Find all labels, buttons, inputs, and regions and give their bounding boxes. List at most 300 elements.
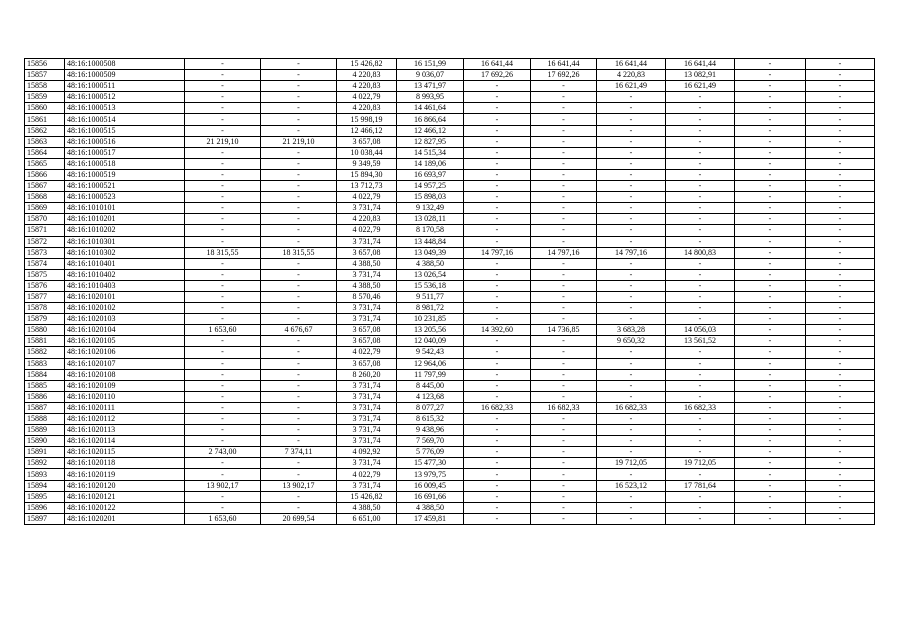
- table-row: [25, 314, 875, 325]
- cell-v8: -: [666, 491, 735, 502]
- cell-v7: -: [597, 358, 666, 369]
- table-row: [25, 369, 875, 380]
- cell-v8: -: [666, 291, 735, 302]
- cell-v4: 5 776,09: [397, 447, 464, 458]
- cell-row-no: 15857: [25, 70, 65, 81]
- data-table: [24, 58, 875, 525]
- cell-v3: 15 426,82: [337, 59, 397, 70]
- cell-v9: -: [735, 59, 806, 70]
- cell-v9: -: [735, 347, 806, 358]
- cell-v5: -: [464, 303, 531, 314]
- cell-v5: -: [464, 502, 531, 513]
- cell-v3: 4 388,50: [337, 502, 397, 513]
- cell-cadastral-number: 48:16:1010301: [65, 236, 185, 247]
- cell-v9: -: [735, 336, 806, 347]
- cell-v10: -: [806, 414, 875, 425]
- cell-v5: -: [464, 81, 531, 92]
- table-row: [25, 280, 875, 291]
- cell-cadastral-number: 48:16:1020114: [65, 436, 185, 447]
- cell-v5: -: [464, 269, 531, 280]
- cell-v6: -: [531, 369, 597, 380]
- cell-v8: -: [666, 391, 735, 402]
- cell-v4: 8 445,00: [397, 380, 464, 391]
- cell-v9: -: [735, 369, 806, 380]
- cell-v8: 16 682,33: [666, 402, 735, 413]
- cell-v10: -: [806, 236, 875, 247]
- cell-v9: -: [735, 225, 806, 236]
- cell-v10: -: [806, 125, 875, 136]
- cell-v8: 16 621,49: [666, 81, 735, 92]
- cell-row-no: 15870: [25, 214, 65, 225]
- cell-v5: 16 682,33: [464, 402, 531, 413]
- cell-v1: -: [185, 391, 261, 402]
- cell-v2: -: [261, 491, 337, 502]
- table-row: [25, 103, 875, 114]
- cell-cadastral-number: 48:16:1010202: [65, 225, 185, 236]
- table-row: [25, 125, 875, 136]
- cell-v9: -: [735, 436, 806, 447]
- cell-cadastral-number: 48:16:1010401: [65, 258, 185, 269]
- table-row: [25, 469, 875, 480]
- cell-v10: -: [806, 380, 875, 391]
- cell-row-no: 15889: [25, 425, 65, 436]
- cell-v5: -: [464, 214, 531, 225]
- cell-v10: -: [806, 92, 875, 103]
- cell-v7: -: [597, 491, 666, 502]
- cell-v8: 19 712,05: [666, 458, 735, 469]
- table-row: [25, 402, 875, 413]
- cell-v3: 3 731,74: [337, 402, 397, 413]
- cell-v3: 4 022,79: [337, 92, 397, 103]
- cell-v10: -: [806, 225, 875, 236]
- cell-v8: -: [666, 303, 735, 314]
- cell-v5: -: [464, 181, 531, 192]
- cell-cadastral-number: 48:16:1000517: [65, 147, 185, 158]
- cell-v6: -: [531, 236, 597, 247]
- cell-v6: -: [531, 447, 597, 458]
- cell-v1: -: [185, 103, 261, 114]
- cell-v2: -: [261, 303, 337, 314]
- cell-v3: 3 657,08: [337, 358, 397, 369]
- cell-v7: 16 682,33: [597, 402, 666, 413]
- cell-v5: -: [464, 347, 531, 358]
- cell-v2: -: [261, 203, 337, 214]
- cell-v7: -: [597, 425, 666, 436]
- cell-v2: -: [261, 103, 337, 114]
- cell-v6: -: [531, 502, 597, 513]
- cell-v6: -: [531, 291, 597, 302]
- cell-v4: 16 866,64: [397, 114, 464, 125]
- cell-cadastral-number: 48:16:1020109: [65, 380, 185, 391]
- table-row: [25, 258, 875, 269]
- cell-v6: -: [531, 192, 597, 203]
- cell-v1: -: [185, 469, 261, 480]
- cell-row-no: 15883: [25, 358, 65, 369]
- cell-row-no: 15867: [25, 181, 65, 192]
- cell-v4: 8 615,32: [397, 414, 464, 425]
- cell-v3: 3 731,74: [337, 391, 397, 402]
- cell-row-no: 15859: [25, 92, 65, 103]
- cell-v2: 13 902,17: [261, 480, 337, 491]
- cell-v1: -: [185, 59, 261, 70]
- cell-v9: -: [735, 70, 806, 81]
- cell-v7: -: [597, 258, 666, 269]
- cell-v2: -: [261, 125, 337, 136]
- cell-v4: 8 077,27: [397, 402, 464, 413]
- cell-v10: -: [806, 214, 875, 225]
- cell-v9: -: [735, 402, 806, 413]
- table-row: [25, 491, 875, 502]
- cell-v5: 17 692,26: [464, 70, 531, 81]
- cell-v1: -: [185, 92, 261, 103]
- cell-row-no: 15871: [25, 225, 65, 236]
- cell-v5: -: [464, 491, 531, 502]
- cell-v7: -: [597, 280, 666, 291]
- cell-v10: -: [806, 192, 875, 203]
- cell-v7: -: [597, 369, 666, 380]
- cell-v1: -: [185, 147, 261, 158]
- cell-v5: -: [464, 380, 531, 391]
- cell-v1: -: [185, 336, 261, 347]
- cell-v5: -: [464, 192, 531, 203]
- cell-cadastral-number: 48:16:1010302: [65, 247, 185, 258]
- cell-v10: -: [806, 136, 875, 147]
- cell-v7: -: [597, 169, 666, 180]
- cell-v3: 3 731,74: [337, 380, 397, 391]
- cell-cadastral-number: 48:16:1020122: [65, 502, 185, 513]
- cell-v2: -: [261, 214, 337, 225]
- cell-v10: -: [806, 358, 875, 369]
- cell-v3: 3 657,08: [337, 247, 397, 258]
- cell-row-no: 15877: [25, 291, 65, 302]
- cell-row-no: 15876: [25, 280, 65, 291]
- cell-v2: -: [261, 380, 337, 391]
- cell-row-no: 15891: [25, 447, 65, 458]
- cell-v8: -: [666, 192, 735, 203]
- cell-v4: 16 009,45: [397, 480, 464, 491]
- cell-v6: -: [531, 380, 597, 391]
- cell-v4: 15 536,18: [397, 280, 464, 291]
- cell-v3: 3 731,74: [337, 203, 397, 214]
- cell-v10: -: [806, 203, 875, 214]
- cell-v4: 13 979,75: [397, 469, 464, 480]
- table-row: [25, 414, 875, 425]
- cell-v9: -: [735, 214, 806, 225]
- cell-v4: 4 388,50: [397, 502, 464, 513]
- cell-v4: 12 040,09: [397, 336, 464, 347]
- cell-v5: -: [464, 114, 531, 125]
- cell-v1: -: [185, 114, 261, 125]
- cell-v6: -: [531, 214, 597, 225]
- cell-row-no: 15897: [25, 513, 65, 524]
- cell-v5: -: [464, 369, 531, 380]
- cell-v2: -: [261, 469, 337, 480]
- cell-v4: 9 438,96: [397, 425, 464, 436]
- cell-v4: 13 028,11: [397, 214, 464, 225]
- cell-cadastral-number: 48:16:1010402: [65, 269, 185, 280]
- cell-v4: 12 827,95: [397, 136, 464, 147]
- cell-v2: -: [261, 114, 337, 125]
- cell-v2: -: [261, 458, 337, 469]
- cell-v7: -: [597, 269, 666, 280]
- cell-cadastral-number: 48:16:1020103: [65, 314, 185, 325]
- cell-v10: -: [806, 303, 875, 314]
- cell-v9: -: [735, 425, 806, 436]
- cell-v5: -: [464, 158, 531, 169]
- cell-v2: -: [261, 291, 337, 302]
- cell-v2: -: [261, 81, 337, 92]
- cell-v1: -: [185, 369, 261, 380]
- cell-v4: 13 049,39: [397, 247, 464, 258]
- cell-v9: -: [735, 480, 806, 491]
- cell-v3: 8 260,20: [337, 369, 397, 380]
- cell-v6: -: [531, 258, 597, 269]
- table-row: [25, 358, 875, 369]
- cell-v4: 9 542,43: [397, 347, 464, 358]
- cell-v5: -: [464, 225, 531, 236]
- cell-v9: -: [735, 114, 806, 125]
- cell-v1: 1 653,60: [185, 513, 261, 524]
- cell-v5: -: [464, 469, 531, 480]
- cell-v7: -: [597, 513, 666, 524]
- cell-v10: -: [806, 391, 875, 402]
- cell-v8: 14 056,03: [666, 325, 735, 336]
- cell-v8: -: [666, 147, 735, 158]
- cell-cadastral-number: 48:16:1000509: [65, 70, 185, 81]
- cell-v8: 17 781,64: [666, 480, 735, 491]
- table-row: [25, 81, 875, 92]
- cell-row-no: 15890: [25, 436, 65, 447]
- cell-v7: -: [597, 314, 666, 325]
- cell-v4: 4 388,50: [397, 258, 464, 269]
- cell-v10: -: [806, 269, 875, 280]
- cell-cadastral-number: 48:16:1000514: [65, 114, 185, 125]
- cell-v8: 14 800,83: [666, 247, 735, 258]
- cell-v7: -: [597, 214, 666, 225]
- cell-v3: 9 349,59: [337, 158, 397, 169]
- cell-v3: 6 651,00: [337, 513, 397, 524]
- cell-v8: -: [666, 447, 735, 458]
- cell-v10: -: [806, 502, 875, 513]
- cell-row-no: 15866: [25, 169, 65, 180]
- cell-v2: 21 219,10: [261, 136, 337, 147]
- cell-v7: -: [597, 114, 666, 125]
- cell-v9: -: [735, 458, 806, 469]
- cell-v1: -: [185, 347, 261, 358]
- cell-v10: -: [806, 147, 875, 158]
- cell-v3: 3 657,08: [337, 336, 397, 347]
- cell-v6: -: [531, 436, 597, 447]
- cell-row-no: 15863: [25, 136, 65, 147]
- cell-v2: -: [261, 414, 337, 425]
- table-row: [25, 336, 875, 347]
- cell-v10: -: [806, 181, 875, 192]
- cell-v1: -: [185, 402, 261, 413]
- cell-row-no: 15896: [25, 502, 65, 513]
- cell-v7: -: [597, 103, 666, 114]
- cell-v9: -: [735, 513, 806, 524]
- cell-cadastral-number: 48:16:1010101: [65, 203, 185, 214]
- table-row: [25, 136, 875, 147]
- cell-v10: -: [806, 447, 875, 458]
- cell-v4: 13 448,84: [397, 236, 464, 247]
- cell-v2: -: [261, 280, 337, 291]
- cell-v9: -: [735, 92, 806, 103]
- cell-v6: -: [531, 469, 597, 480]
- cell-v1: 18 315,55: [185, 247, 261, 258]
- cell-row-no: 15881: [25, 336, 65, 347]
- cell-v3: 4 022,79: [337, 225, 397, 236]
- cell-v3: 4 220,83: [337, 103, 397, 114]
- cell-v8: -: [666, 225, 735, 236]
- cell-v9: -: [735, 158, 806, 169]
- cell-v9: -: [735, 269, 806, 280]
- cell-v9: -: [735, 314, 806, 325]
- cell-v4: 8 170,58: [397, 225, 464, 236]
- cell-v7: -: [597, 436, 666, 447]
- cell-v9: -: [735, 147, 806, 158]
- cell-v6: -: [531, 136, 597, 147]
- cell-row-no: 15880: [25, 325, 65, 336]
- cell-v9: -: [735, 169, 806, 180]
- table-row: [25, 158, 875, 169]
- cell-v4: 13 026,54: [397, 269, 464, 280]
- cell-v4: 16 151,99: [397, 59, 464, 70]
- cell-v10: -: [806, 369, 875, 380]
- cell-v6: -: [531, 169, 597, 180]
- cell-v5: 14 797,16: [464, 247, 531, 258]
- cell-cadastral-number: 48:16:1020108: [65, 369, 185, 380]
- cell-v7: -: [597, 147, 666, 158]
- cell-v9: -: [735, 81, 806, 92]
- cell-v5: -: [464, 391, 531, 402]
- cell-v7: -: [597, 136, 666, 147]
- cell-v3: 4 022,79: [337, 192, 397, 203]
- cell-cadastral-number: 48:16:1000511: [65, 81, 185, 92]
- cell-v9: -: [735, 258, 806, 269]
- cell-v3: 4 388,50: [337, 280, 397, 291]
- cell-v8: -: [666, 258, 735, 269]
- cell-v3: 3 731,74: [337, 436, 397, 447]
- cell-row-no: 15860: [25, 103, 65, 114]
- cell-v2: -: [261, 92, 337, 103]
- cell-v1: -: [185, 258, 261, 269]
- cell-v6: -: [531, 103, 597, 114]
- cell-v3: 3 657,08: [337, 136, 397, 147]
- cell-cadastral-number: 48:16:1000513: [65, 103, 185, 114]
- cell-v1: -: [185, 280, 261, 291]
- cell-cadastral-number: 48:16:1010201: [65, 214, 185, 225]
- cell-cadastral-number: 48:16:1000516: [65, 136, 185, 147]
- cell-cadastral-number: 48:16:1020113: [65, 425, 185, 436]
- cell-v7: -: [597, 447, 666, 458]
- cell-row-no: 15888: [25, 414, 65, 425]
- cell-v2: -: [261, 347, 337, 358]
- cell-v10: -: [806, 480, 875, 491]
- cell-v10: -: [806, 158, 875, 169]
- cell-v3: 15 894,30: [337, 169, 397, 180]
- cell-v1: -: [185, 169, 261, 180]
- cell-v3: 4 220,83: [337, 214, 397, 225]
- cell-row-no: 15893: [25, 469, 65, 480]
- cell-row-no: 15885: [25, 380, 65, 391]
- table-row: [25, 203, 875, 214]
- cell-v9: -: [735, 491, 806, 502]
- cell-v7: 19 712,05: [597, 458, 666, 469]
- cell-v4: 15 898,03: [397, 192, 464, 203]
- cell-v4: 16 691,66: [397, 491, 464, 502]
- cell-v5: -: [464, 513, 531, 524]
- cell-v8: -: [666, 236, 735, 247]
- cell-v7: -: [597, 92, 666, 103]
- cell-row-no: 15862: [25, 125, 65, 136]
- cell-cadastral-number: 48:16:1020102: [65, 303, 185, 314]
- cell-v1: -: [185, 181, 261, 192]
- cell-v9: -: [735, 414, 806, 425]
- cell-v10: -: [806, 169, 875, 180]
- cell-v5: -: [464, 480, 531, 491]
- cell-row-no: 15873: [25, 247, 65, 258]
- cell-v1: -: [185, 236, 261, 247]
- cell-v2: -: [261, 181, 337, 192]
- cell-v10: -: [806, 325, 875, 336]
- cell-v1: 2 743,00: [185, 447, 261, 458]
- cell-row-no: 15887: [25, 402, 65, 413]
- cell-v6: 14 736,85: [531, 325, 597, 336]
- cell-row-no: 15895: [25, 491, 65, 502]
- cell-v1: 13 902,17: [185, 480, 261, 491]
- cell-v4: 13 205,56: [397, 325, 464, 336]
- table-row: [25, 303, 875, 314]
- table-row: [25, 225, 875, 236]
- cell-v8: 13 082,91: [666, 70, 735, 81]
- cell-v2: -: [261, 269, 337, 280]
- cell-v10: -: [806, 280, 875, 291]
- cell-cadastral-number: 48:16:1020118: [65, 458, 185, 469]
- cell-v3: 3 731,74: [337, 314, 397, 325]
- cell-row-no: 15861: [25, 114, 65, 125]
- cell-v9: -: [735, 391, 806, 402]
- cell-v8: -: [666, 358, 735, 369]
- cell-v10: -: [806, 336, 875, 347]
- cell-v2: -: [261, 169, 337, 180]
- cell-v6: -: [531, 280, 597, 291]
- table-row: [25, 192, 875, 203]
- cell-v6: 16 641,44: [531, 59, 597, 70]
- cell-cadastral-number: 48:16:1020119: [65, 469, 185, 480]
- cell-v8: -: [666, 125, 735, 136]
- cell-v7: -: [597, 502, 666, 513]
- cell-v1: -: [185, 436, 261, 447]
- cell-row-no: 15894: [25, 480, 65, 491]
- cell-v5: -: [464, 336, 531, 347]
- cell-v10: -: [806, 469, 875, 480]
- cell-v6: -: [531, 125, 597, 136]
- table-row: [25, 325, 875, 336]
- cell-cadastral-number: 48:16:1020104: [65, 325, 185, 336]
- cell-v10: -: [806, 314, 875, 325]
- cell-v8: 16 641,44: [666, 59, 735, 70]
- cell-v10: -: [806, 425, 875, 436]
- cell-v7: -: [597, 303, 666, 314]
- cell-v3: 3 731,74: [337, 303, 397, 314]
- cell-v3: 3 731,74: [337, 414, 397, 425]
- cell-row-no: 15865: [25, 158, 65, 169]
- cell-v1: -: [185, 125, 261, 136]
- cell-v9: -: [735, 380, 806, 391]
- cell-v10: -: [806, 59, 875, 70]
- cell-v5: -: [464, 169, 531, 180]
